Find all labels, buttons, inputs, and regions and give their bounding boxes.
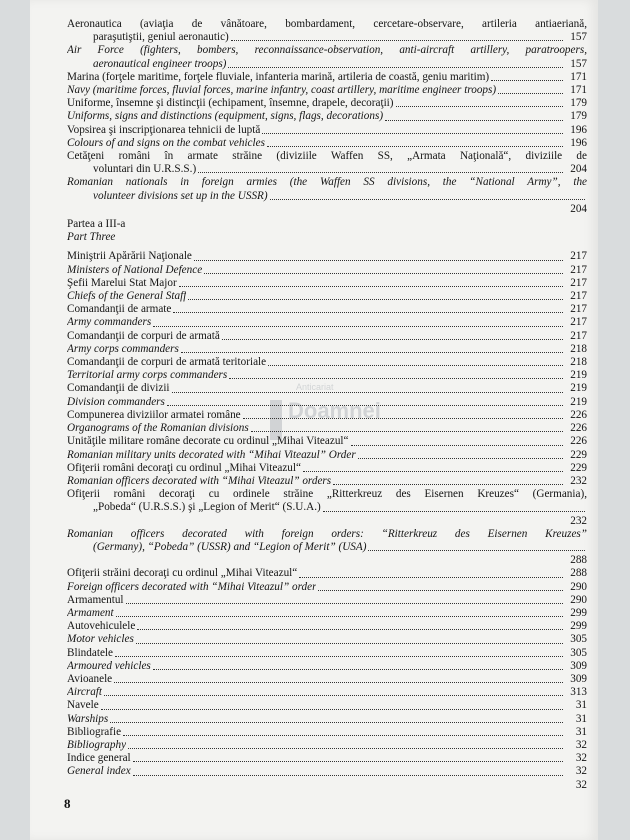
toc-entry <box>67 449 587 462</box>
toc-entry-title: Comandanţii de corpuri de armată teritoriale <box>67 356 267 369</box>
dot-leader <box>133 775 563 776</box>
toc-entry-page: 31 <box>575 699 587 712</box>
toc-entry <box>67 409 587 422</box>
toc-entry <box>67 290 587 303</box>
toc-entry-page: 219 <box>570 395 587 408</box>
toc-entry-title: Aircraft <box>67 686 103 699</box>
dot-leader <box>323 511 585 512</box>
toc-entry-page: 219 <box>570 369 587 382</box>
toc-trailing-page: 32 <box>575 778 587 791</box>
toc-entry-page: 288 <box>570 554 587 567</box>
dot-leader <box>179 286 563 287</box>
toc-entry <box>67 97 587 110</box>
toc-entry-page: 196 <box>570 123 587 136</box>
part-title: Partea a III-a <box>67 218 126 231</box>
dot-leader <box>114 682 563 683</box>
toc-entry-title: (Germany), “Pobeda” (USSR) and “Legion of Merit” (USA) <box>93 540 367 553</box>
toc-entry <box>67 316 587 329</box>
toc-entry <box>67 71 587 84</box>
dot-leader <box>115 656 563 657</box>
toc-entry <box>67 137 587 150</box>
dot-leader <box>498 93 563 94</box>
dot-leader <box>358 458 563 459</box>
toc-entry-page: 288 <box>570 567 587 580</box>
toc-entry-page: 229 <box>570 448 587 461</box>
toc-entry-title: Army commanders <box>67 316 152 329</box>
toc-entry-title: Foreign officers decorated with “Mihai Viteazul” order <box>67 580 317 593</box>
toc-entry <box>67 699 587 712</box>
toc-entry-title: Ofiţerii români decoraţi cu ordinul „Mihai Viteazul“ <box>67 461 301 474</box>
toc-entry-title: Bibliografie <box>67 725 122 738</box>
toc-entry-title: General index <box>67 765 131 778</box>
toc-entry-page: 299 <box>570 620 587 633</box>
toc-entry-page: 305 <box>570 646 587 659</box>
toc-entry-line1: Air Force (fighters, bombers, reconnaissance-observation, anti-aircraft artillery, paratroopers, <box>67 44 587 57</box>
dot-leader <box>110 722 563 723</box>
toc-section-part-two <box>67 18 587 216</box>
toc-entry-page: 171 <box>570 70 587 83</box>
toc-entry-title: Chiefs of the General Staff <box>67 290 187 303</box>
toc-entry-title: volunteer divisions set up in the USSR) <box>93 189 268 202</box>
dot-leader <box>303 471 563 472</box>
toc-entry-line2 <box>67 541 587 554</box>
toc-entry-page: 309 <box>570 672 587 685</box>
toc-entry <box>67 264 587 277</box>
toc-entry-title: „Pobeda“ (U.R.S.S.) şi „Legion of Merit“ (S.U.A.) <box>93 501 321 514</box>
toc-entry-title: Territorial army corps commanders <box>67 369 228 382</box>
toc-entry-title: Blindatele <box>67 646 113 659</box>
toc-entry <box>67 726 587 739</box>
dot-leader <box>153 669 563 670</box>
toc-entry <box>67 369 587 382</box>
toc-entry-page: 226 <box>570 435 587 448</box>
toc-entry-line1: Aeronautica (aviaţia de vânătoare, bombardament, cercetare-observare, artileria antiaeriană, <box>67 18 587 30</box>
dot-leader <box>188 299 563 300</box>
toc-entry-title: Avioanele <box>67 672 113 685</box>
toc-entry-title: Armament <box>67 606 114 619</box>
toc-entry-page: 219 <box>570 382 587 395</box>
toc-entry-page: 217 <box>570 250 587 263</box>
dot-leader <box>270 199 585 200</box>
toc-entry <box>67 660 587 673</box>
toc-entry-page: 305 <box>570 633 587 646</box>
dot-leader <box>198 172 563 173</box>
toc-entry-title: Ofiţerii străini decoraţi cu ordinul „Mihai Viteazul“ <box>67 567 298 580</box>
toc-entry-page: 31 <box>575 712 587 725</box>
toc-entry <box>67 435 587 448</box>
toc-entry <box>67 752 587 765</box>
toc-entry <box>67 356 587 369</box>
toc-entry-title: paraşutiştii, geniul aeronautic) <box>93 31 229 44</box>
toc-entry-title: Division commanders <box>67 395 165 408</box>
toc-entry-title: Romanian officers decorated with “Mihai Viteazul” orders <box>67 474 332 487</box>
toc-entry <box>67 462 587 475</box>
toc-entry-page: 171 <box>570 84 587 97</box>
dot-leader <box>181 352 563 353</box>
toc-entry-line1: Romanian officers decorated with foreign orders: “Ritterkreuz des Eisernen Kreuzes” <box>67 527 587 540</box>
toc-entry-line1: Cetăţeni români în armate străine (diviziile Waffen SS, „Armata Naţională“, diviziile de <box>67 150 587 163</box>
toc-section-end <box>67 567 587 778</box>
toc-entry <box>67 765 587 778</box>
toc-entry-title: Miniştrii Apărării Naţionale <box>67 250 192 263</box>
toc-entry <box>67 343 587 356</box>
toc-entry-title: Vopsirea şi inscripţionarea tehnicii de luptă <box>67 123 261 136</box>
dot-leader <box>268 365 563 366</box>
toc-entry-line2 <box>67 501 587 514</box>
dot-leader <box>299 577 563 578</box>
dot-leader <box>204 273 563 274</box>
toc-entry <box>67 277 587 290</box>
dot-leader <box>267 146 563 147</box>
toc-entry-title: Autovehiculele <box>67 620 136 633</box>
toc-entry <box>67 633 587 646</box>
toc-entry <box>67 124 587 137</box>
toc-entry-page-line <box>67 203 587 216</box>
toc-entry-title: Indice general <box>67 752 131 765</box>
toc-section-part-three <box>67 250 587 488</box>
toc-entry-title: Colours of and signs on the combat vehicles <box>67 136 265 149</box>
toc-entry-line1: Romanian nationals in foreign armies (the Waffen SS divisions, the “National Army”, the <box>67 176 587 189</box>
toc-entry <box>67 396 587 409</box>
toc-entry <box>67 594 587 607</box>
toc-entry-line2 <box>67 163 587 176</box>
toc-entry-title: aeronautical engineer troops) <box>93 57 227 70</box>
toc-entry-page: 290 <box>570 580 587 593</box>
toc-entry-title: Navele <box>67 699 99 712</box>
dot-leader <box>194 260 563 261</box>
toc-entry-page: 309 <box>570 659 587 672</box>
toc-entry-title: Şefii Marelui Stat Major <box>67 276 177 289</box>
toc-entry <box>67 303 587 316</box>
toc-entry-page: 299 <box>570 606 587 619</box>
dot-leader <box>351 445 564 446</box>
dot-leader <box>116 616 563 617</box>
dot-leader <box>136 643 563 644</box>
toc-entry-multiline <box>67 488 587 528</box>
toc-entry <box>67 647 587 660</box>
toc-entry <box>67 713 587 726</box>
dot-leader <box>104 695 563 696</box>
dot-leader <box>173 312 563 313</box>
dot-leader <box>318 590 563 591</box>
toc-entry-line2 <box>67 190 587 203</box>
dot-leader <box>491 80 563 81</box>
toc-entry-multiline <box>67 528 587 568</box>
dot-leader <box>385 120 563 121</box>
toc-entry-page: 232 <box>570 514 587 527</box>
toc-entry-title: Army corps commanders <box>67 342 179 355</box>
dot-leader <box>123 735 563 736</box>
toc-entry-title: Warships <box>67 712 109 725</box>
toc-entry-page: 229 <box>570 461 587 474</box>
dot-leader <box>251 431 563 432</box>
dot-leader <box>333 484 563 485</box>
toc-entry-page-line <box>67 515 587 528</box>
toc-entry <box>67 620 587 633</box>
toc-entry-line2 <box>67 58 587 71</box>
toc-entry-multiline <box>67 176 587 216</box>
toc-entry-title: Navy (maritime forces, fluvial forces, marine infantry, coast artillery, maritime engineer troops) <box>67 84 497 97</box>
toc-entry-title: voluntari din U.R.S.S.) <box>93 163 197 176</box>
toc-entry-title: Uniforme, însemne şi distincţii (echipament, însemne, drapele, decoraţii) <box>67 97 394 110</box>
toc-entry-page: 226 <box>570 422 587 435</box>
toc-entry-title: Armoured vehicles <box>67 659 151 672</box>
toc-entry-page: 217 <box>570 329 587 342</box>
toc-entry-page: 217 <box>570 276 587 289</box>
dot-leader <box>228 67 563 68</box>
toc-entry-multiline <box>67 150 587 176</box>
dot-leader <box>137 629 563 630</box>
toc-entry-title: Armamentul <box>67 593 124 606</box>
toc-entry-page: 32 <box>575 752 587 765</box>
toc-entry <box>67 330 587 343</box>
toc-entry <box>67 422 587 435</box>
dot-leader <box>126 603 563 604</box>
toc-entry-page: 217 <box>570 303 587 316</box>
dot-leader <box>396 106 563 107</box>
toc-entry <box>67 567 587 580</box>
toc-entry-page: 157 <box>570 57 587 70</box>
dot-leader <box>167 405 563 406</box>
toc-entry-page: 31 <box>575 725 587 738</box>
toc-entry-page: 218 <box>570 356 587 369</box>
toc-entry-title: Unităţile militare române decorate cu ordinul „Mihai Viteazul“ <box>67 435 349 448</box>
dot-leader <box>231 40 563 41</box>
toc-entry-title: Uniforms, signs and distinctions (equipment, signs, flags, decorations) <box>67 110 384 123</box>
toc-entry-page: 196 <box>570 136 587 149</box>
toc-entry-title: Marina (forţele maritime, forţele fluviale, infanteria marină, artileria de coastă, geniu maritim) <box>67 70 490 83</box>
toc-entry-title: Organograms of the Romanian divisions <box>67 422 249 435</box>
toc-entry <box>67 250 587 263</box>
toc-entry-multiline <box>67 44 587 70</box>
toc-entry-page: 217 <box>570 316 587 329</box>
dot-leader <box>101 709 563 710</box>
toc-entry-page-line <box>67 554 587 567</box>
part-title-en: Part Three <box>67 231 116 244</box>
toc-entry-title: Comandanţii de divizii <box>67 382 170 395</box>
toc-entry-line1: Ofiţerii români decoraţi cu ordinele străine „Ritterkreuz des Eisernen Kreuzes“ (Germania), <box>67 488 587 501</box>
dot-leader <box>262 133 563 134</box>
toc-entry-page: 218 <box>570 342 587 355</box>
dot-leader <box>243 418 563 419</box>
dot-leader <box>133 761 563 762</box>
toc-entry-page: 157 <box>570 31 587 44</box>
page-number: 8 <box>64 796 71 811</box>
toc-entry-title: Compunerea diviziilor armatei române <box>67 408 241 421</box>
toc-entry-page: 32 <box>575 738 587 751</box>
toc-entry <box>67 84 587 97</box>
toc-entry <box>67 475 587 488</box>
toc-entry <box>67 607 587 620</box>
toc-entry-title: Comandanţii de corpuri de armată <box>67 329 220 342</box>
toc-entry-line2 <box>67 31 587 44</box>
dot-leader <box>368 550 585 551</box>
toc-entry-page: 32 <box>575 765 587 778</box>
toc-entry <box>67 739 587 752</box>
toc-entry-multiline <box>67 18 587 44</box>
watermark-big: Doamnei <box>288 398 381 423</box>
dot-leader <box>172 392 563 393</box>
table-of-contents <box>67 18 587 792</box>
book-page <box>30 0 598 840</box>
toc-entry-page: 232 <box>570 474 587 487</box>
toc-entry-page: 179 <box>570 97 587 110</box>
toc-entry-page: 204 <box>570 163 587 176</box>
toc-entry-title: Ministers of National Defence <box>67 263 203 276</box>
dot-leader <box>229 378 563 379</box>
toc-entry <box>67 110 587 123</box>
toc-entry-page: 226 <box>570 408 587 421</box>
dot-leader <box>222 339 563 340</box>
toc-entry-page: 179 <box>570 110 587 123</box>
dot-leader <box>128 748 563 749</box>
dot-leader <box>153 326 563 327</box>
toc-entry-page: 313 <box>570 686 587 699</box>
toc-entry-page: 290 <box>570 593 587 606</box>
toc-entry-page: 204 <box>570 202 587 215</box>
watermark-small: Anticariat <box>296 382 334 392</box>
toc-entry <box>67 581 587 594</box>
toc-entry-title: Motor vehicles <box>67 633 134 646</box>
toc-entry-page: 217 <box>570 290 587 303</box>
toc-entry-page: 217 <box>570 263 587 276</box>
toc-entry <box>67 686 587 699</box>
toc-entry-title: Comandanţii de armate <box>67 303 172 316</box>
toc-entry-title: Bibliography <box>67 738 127 751</box>
toc-section-blocks <box>67 488 587 567</box>
toc-entry <box>67 382 587 395</box>
toc-entry <box>67 673 587 686</box>
toc-entry-title: Romanian military units decorated with “Mihai Viteazul” Order <box>67 448 356 461</box>
